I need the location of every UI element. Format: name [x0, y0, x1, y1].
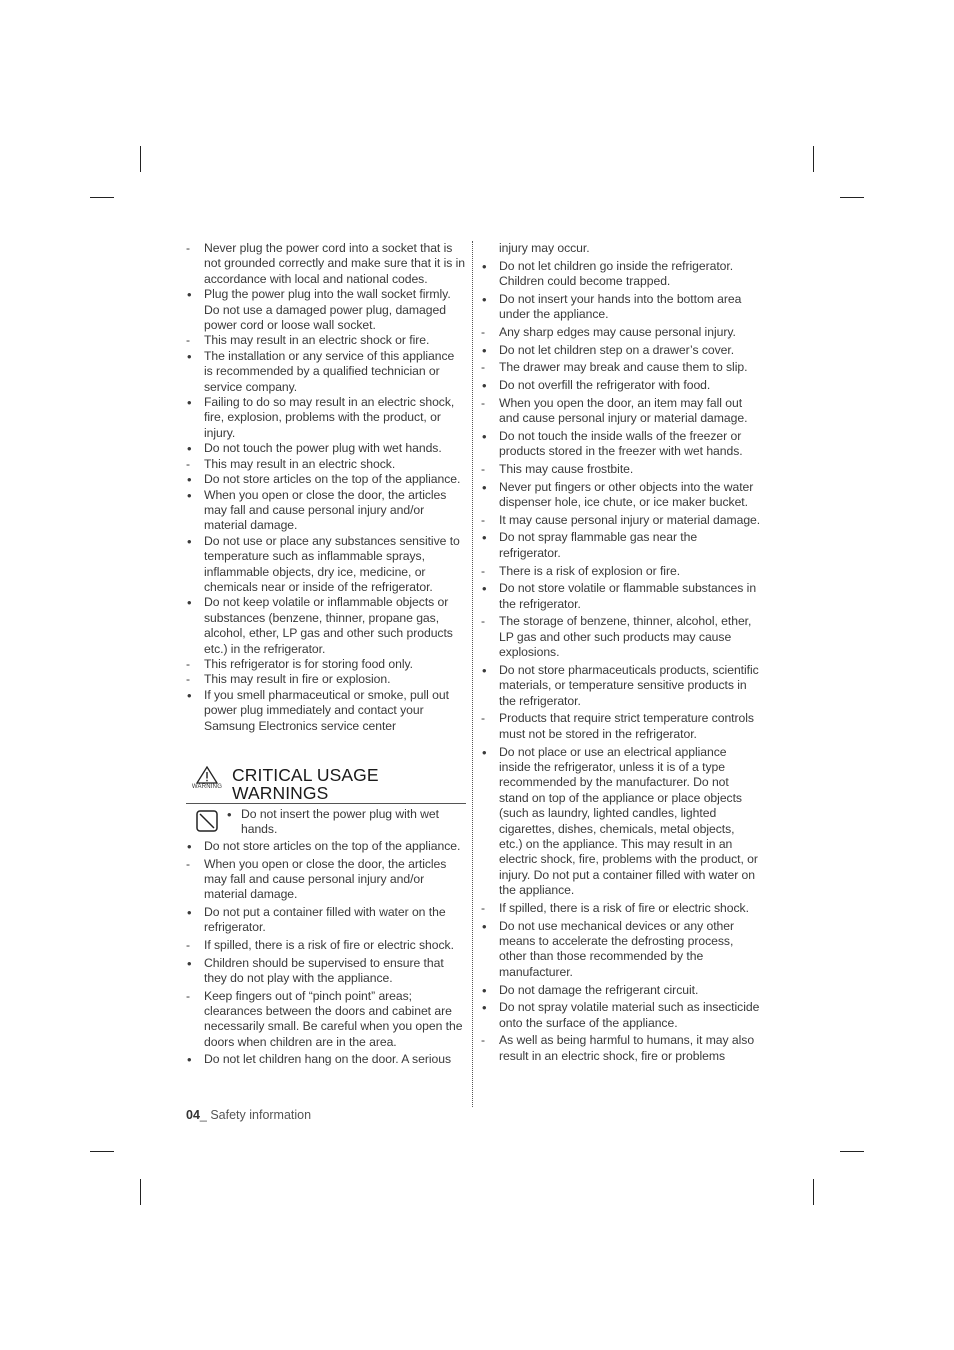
- list-marker: -: [481, 512, 486, 527]
- list-item-text: There is a risk of explosion or fire.: [499, 563, 681, 578]
- list-item-text: The installation or any service of this appliance is recommended by a qualified technician or service company.: [204, 348, 455, 394]
- list-item-text: Keep fingers out of “pinch point” areas; clearances between the doors and cabinet are necessarily small. Be careful when you open the doors when children are in the area.: [204, 988, 463, 1049]
- list-item: [481, 259, 761, 290]
- list-marker: •: [482, 428, 487, 444]
- list-item-text: When you open the door, an item may fall out and cause personal injury or material damage.: [499, 395, 748, 426]
- crop-mark-top-left-vertical: [140, 146, 141, 172]
- warning-icon: [188, 766, 226, 790]
- list-marker: -: [481, 900, 486, 915]
- list-item: [186, 938, 466, 953]
- list-item-text: Never put fingers or other objects into the water dispenser hole, ice chute, or ice maker bucket.: [499, 479, 754, 510]
- page-footer: [186, 1108, 311, 1122]
- list-item-text: Never plug the power cord into a socket that is not grounded correctly and make sure that it is in accordance with local and national codes.: [204, 241, 466, 286]
- list-item: [481, 614, 761, 660]
- list-item-text: Do not overfill the refrigerator with food.: [499, 378, 711, 393]
- list-item: [481, 919, 761, 981]
- left-bottom-list: [186, 839, 466, 1068]
- list-item: [481, 530, 761, 561]
- list-item-text: Do not let children go inside the refrigerator. Children could become trapped.: [499, 258, 734, 289]
- crop-mark-top-left-horizontal: [90, 197, 114, 198]
- list-marker: •: [187, 533, 192, 549]
- list-item: [481, 564, 761, 579]
- list-item-text: When you open or close the door, the articles may fall and cause personal injury and/or material damage.: [204, 487, 447, 533]
- list-marker: •: [187, 487, 192, 503]
- list-marker: -: [481, 324, 486, 339]
- list-marker: -: [186, 938, 191, 952]
- list-marker: •: [482, 479, 487, 495]
- list-item: [481, 462, 761, 477]
- list-item: [481, 292, 761, 323]
- list-item: [186, 488, 466, 534]
- list-item: [481, 745, 761, 899]
- list-item: [186, 688, 466, 734]
- list-item-text: Do not store volatile or flammable substances in the refrigerator.: [499, 581, 757, 611]
- list-item-text: If spilled, there is a risk of fire or electric shock.: [499, 900, 749, 915]
- crop-mark-bottom-left-horizontal: [90, 1151, 114, 1152]
- list-item: [186, 457, 466, 472]
- list-item-text: Do not store pharmaceuticals products, scientific materials, or temperature sensitive products in the refrigerator.: [499, 662, 759, 708]
- list-marker: •: [482, 1000, 487, 1016]
- crop-mark-top-right-vertical: [813, 146, 814, 172]
- list-marker: -: [481, 711, 486, 726]
- list-item-text: Do not damage the refrigerant circuit.: [499, 982, 699, 997]
- list-item-text: Do not let children step on a drawer’s cover.: [499, 342, 735, 357]
- list-item: [226, 807, 466, 838]
- list-item-text: Do not insert the power plug with wet hands.: [241, 807, 439, 837]
- list-item-text: Do not let children hang on the door. A serious: [204, 1052, 451, 1067]
- list-marker: •: [482, 258, 487, 274]
- list-item: [186, 672, 466, 687]
- list-item-text: Do not use or place any substances sensitive to temperature such as inflammable sprays, inflammable objects, dry ice, medicine, or chemicals near or inside of the refrigerator.: [204, 533, 460, 594]
- list-marker: •: [187, 839, 192, 854]
- list-marker: •: [482, 982, 487, 998]
- list-item: [186, 349, 466, 395]
- list-item: [186, 472, 466, 487]
- list-item-text: If you smell pharmaceutical or smoke, pull out power plug immediately and contact your Samsung Electronics service center: [204, 687, 449, 733]
- prohibited-icon: [196, 810, 218, 837]
- list-marker: •: [187, 1052, 192, 1068]
- list-item-text: Do not spray flammable gas near the refrigerator.: [499, 530, 698, 560]
- list-marker: -: [186, 988, 191, 1003]
- list-item-text: Do not store articles on the top of the appliance.: [204, 839, 461, 853]
- list-marker: •: [482, 291, 487, 307]
- list-marker: -: [481, 360, 486, 375]
- list-marker: -: [186, 856, 191, 871]
- list-item: [481, 241, 761, 256]
- list-marker: -: [186, 672, 191, 687]
- column-divider: [472, 241, 473, 1107]
- list-item-text: It may cause personal injury or material damage.: [499, 512, 761, 527]
- list-item: [481, 983, 761, 998]
- list-marker: -: [481, 395, 486, 410]
- list-marker: •: [482, 342, 487, 358]
- list-marker: -: [481, 461, 486, 476]
- section-title: [232, 766, 379, 802]
- list-item-text: When you open or close the door, the articles may fall and cause personal injury and/or material damage.: [204, 856, 447, 902]
- list-item: [481, 711, 761, 742]
- list-item: [481, 429, 761, 460]
- list-marker: •: [187, 595, 192, 611]
- list-item-text: This refrigerator is for storing food only.: [204, 656, 413, 671]
- list-item: [481, 513, 761, 528]
- list-item-text: Do not touch the inside walls of the freezer or products stored in the freezer with wet hands.: [499, 428, 743, 459]
- list-item: [186, 595, 466, 657]
- list-marker: -: [186, 333, 191, 348]
- list-item: [481, 1000, 761, 1031]
- list-item-text: Children should be supervised to ensure that they do not play with the appliance.: [204, 955, 444, 985]
- list-item-text: Do not spray volatile material such as insecticide onto the surface of the appliance.: [499, 1000, 760, 1030]
- list-item-text: The drawer may break and cause them to slip.: [499, 360, 748, 375]
- list-item-text: This may result in an electric shock.: [204, 456, 396, 471]
- list-item-text: As well as being harmful to humans, it may also result in an electric shock, fire or problems: [499, 1033, 755, 1063]
- list-item-text: This may result in an electric shock or fire.: [204, 333, 430, 348]
- list-item: [186, 905, 466, 936]
- list-marker: •: [482, 918, 487, 934]
- list-item: [186, 534, 466, 596]
- list-item-text: Any sharp edges may cause personal injury.: [499, 324, 736, 339]
- list-item-text: This may result in fire or explosion.: [204, 672, 391, 687]
- list-marker: -: [481, 1033, 486, 1048]
- list-item: [481, 378, 761, 393]
- warning-caption: WARNING: [191, 784, 223, 790]
- list-item-text: Do not use mechanical devices or any other means to accelerate the defrosting process, other than those recommended by the manufacturer.: [499, 918, 735, 979]
- list-item: [481, 343, 761, 358]
- list-marker: -: [481, 614, 486, 629]
- list-item-text: Plug the power plug into the wall socket firmly. Do not use a damaged power plug, damaged power cord or loose wall socket.: [204, 287, 451, 333]
- list-marker: -: [186, 456, 191, 471]
- list-marker: •: [187, 905, 192, 920]
- list-marker: •: [227, 807, 232, 822]
- critical-usage-warnings-header: [186, 765, 466, 804]
- list-item-text: Do not insert your hands into the bottom area under the appliance.: [499, 291, 742, 322]
- list-item-text: Do not place or use an electrical appliance inside the refrigerator, unless it is of a type recommended by the manufacturer. Do not stand on top of the appliance or place objects (such as laundry, lighted candles, lighted cigarettes, dishes, chemicals, metal objects, etc.) on the appliance. This may result in an electric shock, fire, problems with the product, or injury. Do not put a container filled with water on the appliance.: [499, 744, 758, 898]
- list-item-text: The storage of benzene, thinner, alcohol, ether, LP gas and other such products may cause explosions.: [499, 614, 752, 660]
- list-marker: •: [187, 687, 192, 703]
- left-column: [186, 241, 466, 1070]
- list-marker: -: [186, 656, 191, 671]
- list-item-text: Do not touch the power plug with wet hands.: [204, 441, 442, 456]
- list-marker: -: [186, 241, 191, 255]
- list-item: [186, 395, 466, 441]
- list-item-text: This may cause frostbite.: [499, 461, 634, 476]
- footer-label: _ Safety information: [199, 1108, 312, 1122]
- list-item: [481, 360, 761, 375]
- list-marker: -: [481, 563, 486, 578]
- list-item: [481, 663, 761, 709]
- list-marker: •: [482, 530, 487, 546]
- section-title-line1: CRITICAL USAGE: [232, 765, 379, 785]
- list-item-text: Do not put a container filled with water on the refrigerator.: [204, 905, 446, 935]
- list-item: [186, 1052, 466, 1067]
- list-item-text: If spilled, there is a risk of fire or electric shock.: [204, 938, 454, 952]
- prohibit-row: [186, 807, 466, 839]
- list-item-text: Do not store articles on the top of the appliance.: [204, 472, 461, 487]
- left-top-list: [186, 241, 466, 734]
- list-item: [186, 241, 466, 287]
- list-marker: •: [187, 287, 192, 303]
- list-marker: •: [187, 472, 192, 488]
- list-item: [481, 396, 761, 427]
- right-list: [481, 241, 761, 1064]
- list-item: [481, 901, 761, 916]
- list-item-text: Failing to do so may result in an electric shock, fire, explosion, problems with the product, or injury.: [204, 395, 455, 440]
- list-item: [186, 956, 466, 987]
- list-item: [186, 657, 466, 672]
- list-marker: •: [482, 662, 487, 678]
- list-marker: •: [187, 348, 192, 364]
- list-item: [481, 1033, 761, 1064]
- page-number: 04: [186, 1108, 200, 1122]
- list-item: [186, 333, 466, 348]
- list-marker: •: [482, 744, 487, 760]
- list-item: [481, 581, 761, 612]
- list-item: [186, 287, 466, 333]
- crop-mark-bottom-left-vertical: [140, 1179, 141, 1205]
- list-marker: •: [187, 441, 192, 457]
- list-item-text: Do not keep volatile or inflammable objects or substances (benzene, thinner, propane gas, alcohol, ether, LP gas and other such products etc.) in the refrigerator.: [204, 595, 453, 656]
- list-item-text: injury may occur.: [499, 241, 590, 255]
- section-title-line2: WARNINGS: [232, 783, 329, 803]
- crop-mark-bottom-right-vertical: [813, 1179, 814, 1205]
- list-marker: •: [187, 955, 192, 971]
- list-marker: •: [482, 581, 487, 597]
- list-item: [481, 325, 761, 340]
- crop-mark-top-right-horizontal: [840, 197, 864, 198]
- list-item: [186, 857, 466, 903]
- list-item: [186, 989, 466, 1051]
- right-column: [481, 241, 761, 1066]
- list-marker: •: [482, 378, 487, 394]
- list-item-text: Products that require strict temperature controls must not be stored in the refrigerator.: [499, 711, 754, 741]
- list-item: [481, 480, 761, 511]
- crop-mark-bottom-right-horizontal: [840, 1151, 864, 1152]
- list-marker: •: [187, 395, 192, 411]
- list-item: [186, 839, 466, 854]
- list-item: [186, 441, 466, 456]
